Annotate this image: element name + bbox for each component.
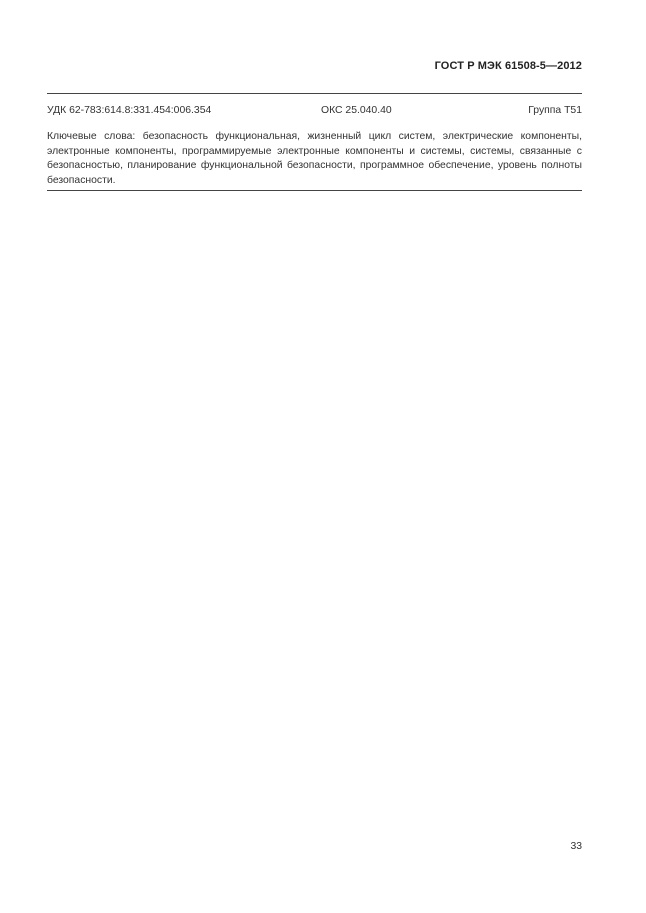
bottom-divider [47, 190, 582, 191]
top-divider [47, 93, 582, 94]
oks-code: ОКС 25.040.40 [321, 105, 392, 116]
keywords-paragraph: Ключевые слова: безопасность функциональная, жизненный цикл систем, электрические компоненты, электронные компоненты, программируемые электронные компоненты и системы, системы, связанные с безопасностью, планирование функциональной безопасности, программное обеспечение, уровень полноты безопасности. [47, 131, 582, 186]
standard-code-header: ГОСТ Р МЭК 61508-5—2012 [434, 60, 582, 72]
udk-code: УДК 62-783:614.8:331.454:006.354 [47, 105, 212, 116]
page-number: 33 [570, 841, 582, 852]
group-code: Группа Т51 [528, 105, 582, 116]
